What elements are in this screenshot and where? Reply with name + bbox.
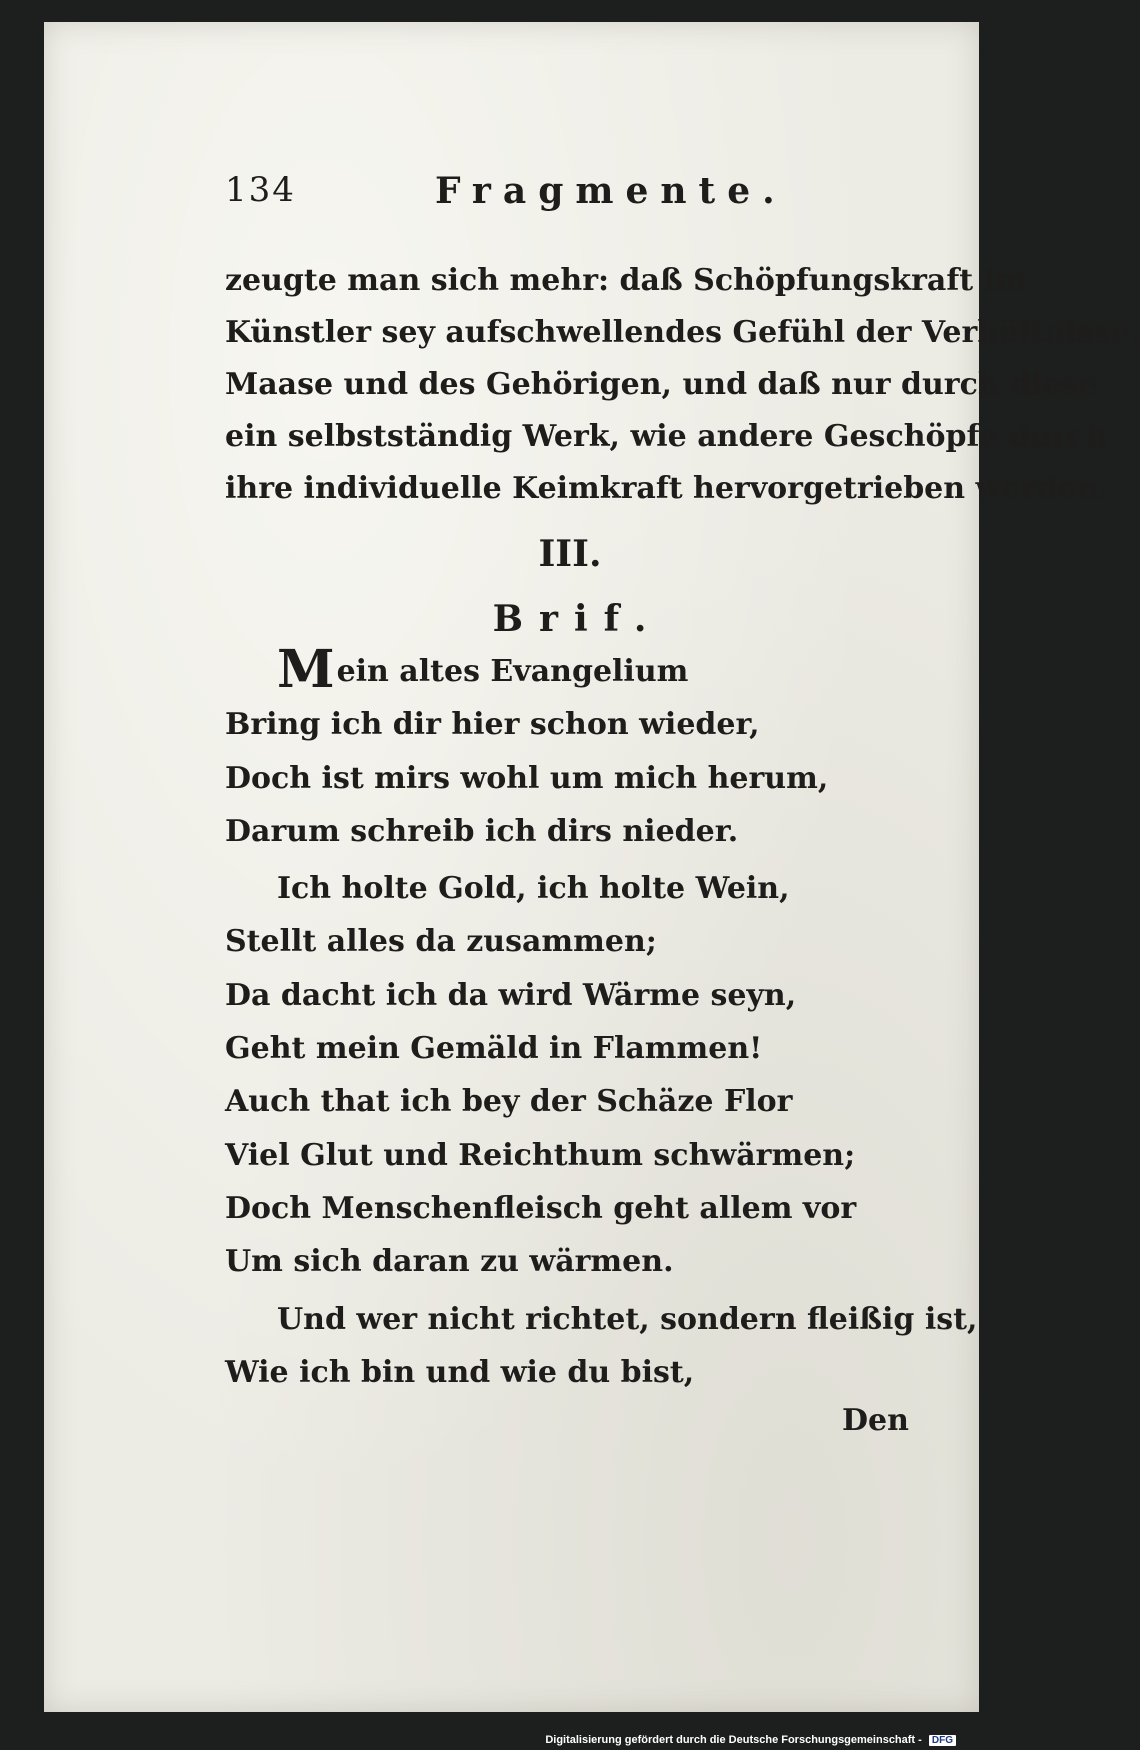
poem-line-text: ein altes Evangelium [336,654,689,689]
prose-line: ihre individuelle Keimkraft hervorgetrieben werden. [225,471,1109,506]
poem-line: Ich holte Gold, ich holte Wein, [277,871,790,907]
poem-line: Darum schreib ich dirs nieder. [225,813,739,849]
prose-line: zeugte man sich mehr: daß Schöpfungskraft im [225,263,1027,298]
digitization-credit [545,1734,956,1746]
poem-line: Um sich daran zu wärmen. [225,1244,674,1280]
poem-line: Viel Glut und Reichthum schwärmen; [225,1137,856,1173]
page-header [225,170,905,220]
section-title-text: Brif. [492,598,663,640]
poem [225,639,978,1399]
poem-line: Da dacht ich da wird Wärme seyn, [225,977,797,1013]
credit-text: Digitalisierung gefördert durch die Deutsche Forschungsgemeinschaft - [545,1734,922,1746]
catchword: Den [842,1403,909,1438]
poem-line: Bring ich dir hier schon wieder, [225,707,760,743]
section-number [0,533,1000,575]
running-title: Fragmente. [435,170,787,212]
prose-line: ein selbstständig Werk, wie andere Geschöpfe durch [225,419,1108,454]
poem-line: Stellt alles da zusammen; [225,924,657,960]
poem-line: Wie ich bin und wie du bist, [225,1354,695,1390]
poem-line: Doch ist mirs wohl um mich herum, [225,760,829,796]
dfg-logo: DFG [929,1735,956,1746]
poem-line: Doch Menschenfleisch geht allem vor [225,1190,857,1226]
prose-paragraph [225,255,1140,515]
section-title [0,598,1000,640]
poem-line: Auch that ich bey der Schäze Flor [225,1084,793,1120]
prose-line: Künstler sey aufschwellendes Gefühl der Verhältnisse, [225,315,1140,350]
page-number: 134 [225,170,296,210]
poem-line [225,639,925,700]
section-number-text: III. [538,533,602,575]
poem-line: Und wer nicht richtet, sondern fleißig ist, [277,1301,978,1337]
drop-cap-initial: M [277,639,335,700]
poem-line: Geht mein Gemäld in Flammen! [225,1031,763,1067]
prose-line: Maase und des Gehörigen, und daß nur durch diese [225,367,1098,402]
